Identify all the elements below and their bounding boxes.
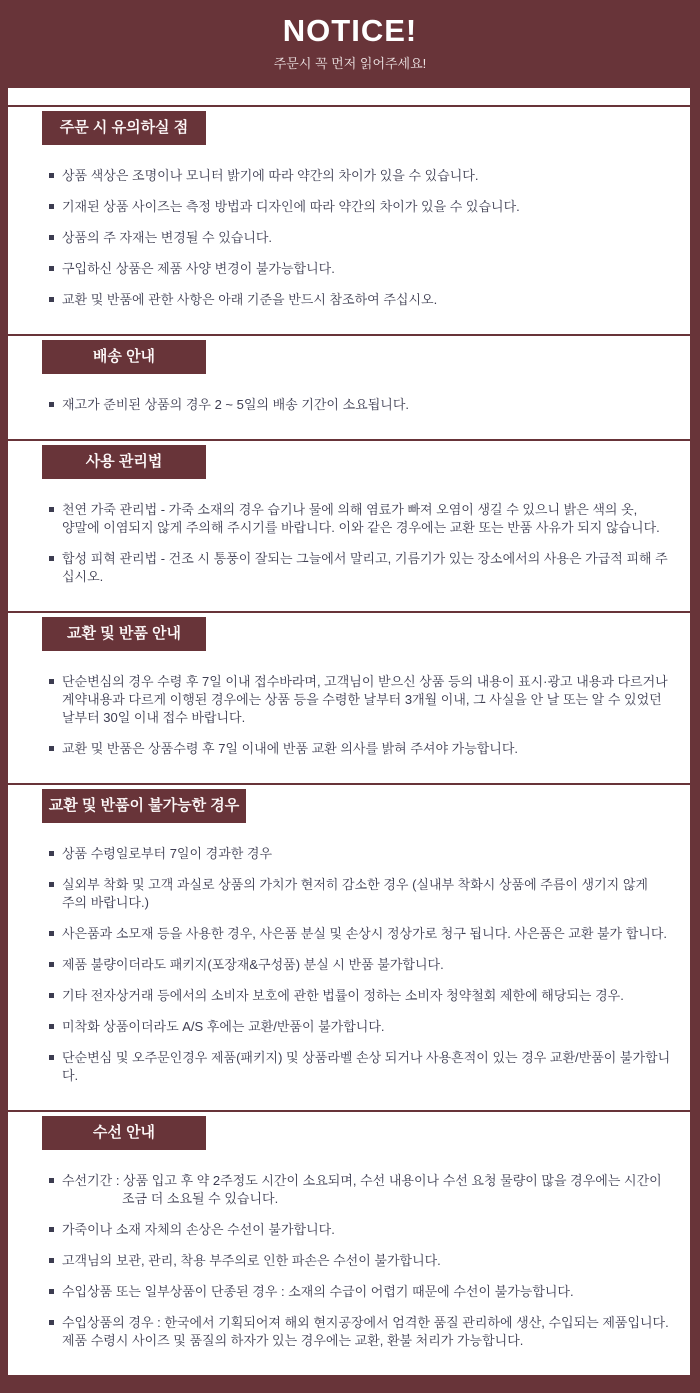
item-line: 제품 불량이더라도 패키지(포장재&구성품) 분실 시 반품 불가합니다. [62, 957, 444, 972]
item-line: 상품의 주 자재는 변경될 수 있습니다. [62, 230, 273, 245]
section-2 [8, 439, 690, 611]
notice-item [8, 876, 690, 912]
item-line: 수선기간 : 상품 입고 후 약 2주정도 시간이 소요되며, 수선 내용이나 수선 요청 물량이 많을 경우에는 시간이 [62, 1173, 662, 1188]
notice-item [8, 673, 690, 727]
bullet-square-icon [49, 679, 54, 684]
notice-item [8, 291, 690, 309]
content-frame [0, 88, 700, 1375]
item-line: 구입하신 상품은 제품 사양 변경이 불가능합니다. [62, 261, 335, 276]
notice-item [8, 987, 690, 1005]
notice-items [8, 673, 690, 758]
section-title-label: 사용 관리법 [85, 453, 163, 470]
notice-item [8, 845, 690, 863]
section-title-box [42, 617, 206, 651]
notice-subtitle: 주문시 꼭 먼저 읽어주세요! [273, 56, 427, 71]
bullet-square-icon [49, 993, 54, 998]
notice-item [8, 550, 690, 586]
notice-item [8, 229, 690, 247]
bullet-square-icon [49, 204, 54, 209]
bullet-square-icon [49, 297, 54, 302]
item-line: 사은품과 소모재 등을 사용한 경우, 사은품 분실 및 손상시 정상가로 청구 됩니다. 사은품은 교환 불가 합니다. [62, 926, 668, 941]
section-4 [8, 783, 690, 1110]
section-title-box [42, 111, 206, 145]
bullet-square-icon [49, 1024, 54, 1029]
section-title-label: 주문 시 유의하실 점 [59, 119, 189, 136]
item-line: 조금 더 소요될 수 있습니다. [122, 1191, 279, 1206]
notice-items [8, 1172, 690, 1350]
section-5 [8, 1110, 690, 1375]
section-title-label: 교환 및 반품 안내 [67, 625, 181, 642]
item-line: 단순변심 및 오주문인경우 제품(패키지) 및 상품라벨 손상 되거나 사용흔적이 있는 경우 교환/반품이 불가합니다. [62, 1050, 671, 1083]
item-line: 가죽이나 소재 자체의 손상은 수선이 불가합니다. [62, 1222, 335, 1237]
notice-item [8, 501, 690, 537]
section-title-box [42, 340, 206, 374]
bullet-square-icon [49, 1055, 54, 1060]
notice-item [8, 167, 690, 185]
bullet-square-icon [49, 173, 54, 178]
notice-item [8, 1221, 690, 1239]
notice-banner [0, 0, 700, 88]
item-line: 기재된 상품 사이즈는 측정 방법과 디자인에 따라 약간의 차이가 있을 수 있습니다. [62, 199, 520, 214]
bullet-square-icon [49, 556, 54, 561]
item-line: 실외부 착화 및 고객 과실로 상품의 가치가 현저히 감소한 경우 (실내부 착화시 상품에 주름이 생기지 않게 [62, 877, 648, 892]
bullet-square-icon [49, 266, 54, 271]
notice-item [8, 956, 690, 974]
notice-item [8, 396, 690, 414]
bottom-bar [0, 1375, 700, 1393]
notice-title: NOTICE! [282, 13, 418, 48]
item-line: 계약내용과 다르게 이행된 경우에는 상품 등을 수령한 날부터 3개월 이내, 그 사실을 안 날 또는 알 수 있었던 [62, 692, 662, 707]
bullet-square-icon [49, 1178, 54, 1183]
notice-item [8, 198, 690, 216]
item-line: 제품 수령시 사이즈 및 품질의 하자가 있는 경우에는 교환, 환불 처리가 가능합니다. [62, 1333, 524, 1348]
item-line: 교환 및 반품은 상품수령 후 7일 이내에 반품 교환 의사를 밝혀 주셔야 가능합니다. [62, 741, 519, 756]
bullet-square-icon [49, 1289, 54, 1294]
section-title-box [42, 445, 206, 479]
item-line: 단순변심의 경우 수령 후 7일 이내 접수바라며, 고객님이 받으신 상품 등의 내용이 표시·광고 내용과 다르거나 [62, 674, 668, 689]
item-line: 날부터 30일 이내 접수 바랍니다. [62, 710, 246, 725]
section-3 [8, 611, 690, 783]
item-line: 상품 수령일로부터 7일이 경과한 경우 [62, 846, 273, 861]
section-title-box [42, 789, 246, 823]
section-title-label: 배송 안내 [92, 348, 156, 365]
bullet-square-icon [49, 1320, 54, 1325]
bullet-square-icon [49, 402, 54, 407]
bullet-square-icon [49, 507, 54, 512]
bullet-square-icon [49, 962, 54, 967]
notice-item [8, 1049, 690, 1085]
item-line: 천연 가죽 관리법 - 가죽 소재의 경우 습기나 물에 의해 염료가 빠져 오염이 생길 수 있으니 밝은 색의 옷, [62, 502, 638, 517]
item-line: 교환 및 반품에 관한 사항은 아래 기준을 반드시 참조하여 주십시오. [62, 292, 438, 307]
item-line: 재고가 준비된 상품의 경우 2 ~ 5일의 배송 기간이 소요됩니다. [62, 397, 410, 412]
notice-items [8, 845, 690, 1085]
section-1 [8, 334, 690, 439]
notice-item [8, 925, 690, 943]
item-line: 고객님의 보관, 관리, 착용 부주의로 인한 파손은 수선이 불가합니다. [62, 1253, 441, 1268]
item-line: 합성 피혁 관리법 - 건조 시 통풍이 잘되는 그늘에서 말리고, 기름기가 있는 장소에서의 사용은 가급적 피해 주십시오. [62, 551, 668, 584]
notice-item [8, 740, 690, 758]
item-line: 미착화 상품이더라도 A/S 후에는 교환/반품이 불가합니다. [62, 1019, 385, 1034]
item-line: 상품 색상은 조명이나 모니터 밝기에 따라 약간의 차이가 있을 수 있습니다. [62, 168, 479, 183]
notice-items [8, 501, 690, 586]
notice-item [8, 1283, 690, 1301]
notice-item [8, 260, 690, 278]
notice-item [8, 1172, 690, 1208]
section-title-label: 수선 안내 [92, 1124, 156, 1141]
notice-item [8, 1314, 690, 1350]
notice-items [8, 167, 690, 309]
bullet-square-icon [49, 931, 54, 936]
section-title-label: 교환 및 반품이 불가능한 경우 [48, 797, 240, 814]
section-0 [8, 105, 690, 334]
item-line: 주의 바랍니다.) [62, 895, 149, 910]
item-line: 수입상품 또는 일부상품이 단종된 경우 : 소재의 수급이 어렵기 때문에 수선이 불가능합니다. [62, 1284, 574, 1299]
bullet-square-icon [49, 746, 54, 751]
item-line: 기타 전자상거래 등에서의 소비자 보호에 관한 법률이 정하는 소비자 청약철회 제한에 해당되는 경우. [62, 988, 624, 1003]
item-line: 수입상품의 경우 : 한국에서 기획되어져 해외 현지공장에서 엄격한 품질 관리하에 생산, 수입되는 제품입니다. [62, 1315, 669, 1330]
bullet-square-icon [49, 1258, 54, 1263]
bullet-square-icon [49, 1227, 54, 1232]
bullet-square-icon [49, 235, 54, 240]
section-title-box [42, 1116, 206, 1150]
notice-items [8, 396, 690, 414]
notice-item [8, 1252, 690, 1270]
bullet-square-icon [49, 851, 54, 856]
sections-container [8, 105, 690, 1375]
item-line: 양말에 이염되지 않게 주의해 주시기를 바랍니다. 이와 같은 경우에는 교환 또는 반품 사유가 되지 않습니다. [62, 520, 660, 535]
bullet-square-icon [49, 882, 54, 887]
notice-item [8, 1018, 690, 1036]
